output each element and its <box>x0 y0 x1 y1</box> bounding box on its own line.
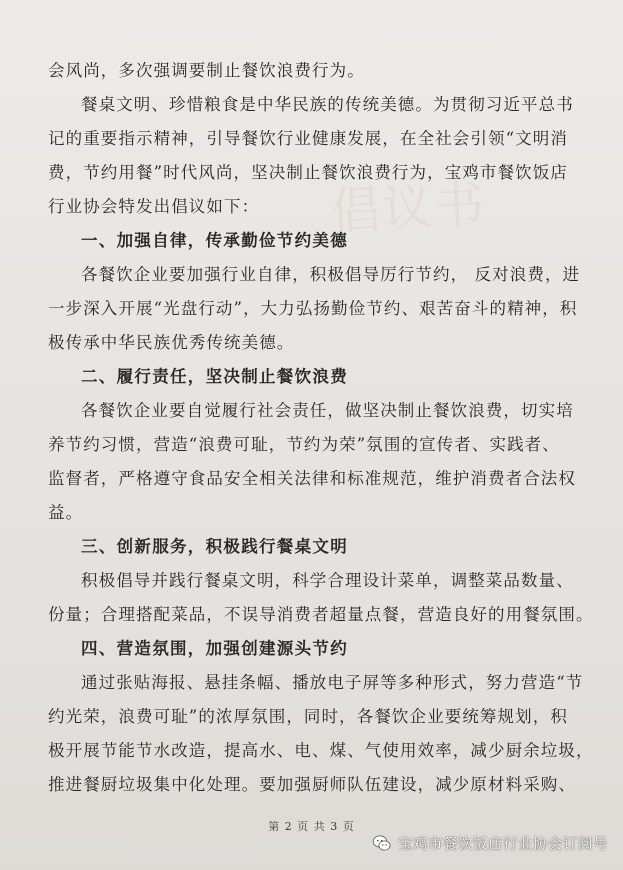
body-text-line: 益。 <box>48 503 84 522</box>
wechat-account-name: 宝鸡市餐饮饭店行业协会订阅号 <box>398 836 608 853</box>
section-heading: 三、创新服务，积极践行餐桌文明 <box>81 537 348 556</box>
wechat-watermark <box>372 830 608 856</box>
body-text-line: 一步深入开展“光盘行动”，大力弘扬勤俭节约、艰苦奋斗的精神，积 <box>48 299 578 318</box>
body-text-line: 积极倡导并践行餐桌文明，科学合理设计菜单，调整菜品数量、 <box>81 571 574 590</box>
body-text-line: 各餐饮企业要自觉履行社会责任，做坚决制止餐饮浪费，切实培 <box>81 401 574 420</box>
body-text-line: 约光荣，浪费可耻”的浓厚氛围，同时，各餐饮企业要统筹规划，积 <box>48 707 568 726</box>
body-text-line: 监督者，严格遵守食品安全相关法律和标准规范，维护消费者合法权 <box>48 469 576 488</box>
body-text-line: 养节约习惯，营造“浪费可耻，节约为荣”氛围的宣传者、实践者、 <box>48 435 560 454</box>
body-text-line: 会风尚，多次强调要制止餐饮浪费行为。 <box>48 61 365 80</box>
section-heading: 二、履行责任，坚决制止餐饮浪费 <box>81 367 348 386</box>
stamp-ghost-text: 倡议书 <box>328 174 488 242</box>
wechat-icon <box>372 833 392 853</box>
body-text-line: 行业协会特发出倡议如下： <box>48 197 260 216</box>
body-text-line: 推进餐厨垃圾集中化处理。要加强厨师队伍建设，减少原材料采购、 <box>48 775 576 794</box>
body-text-line: 费，节约用餐”时代风尚，坚决制止餐饮浪费行为，宝鸡市餐饮饭店 <box>48 163 568 182</box>
body-text-line: 份量；合理搭配菜品，不误导消费者超量点餐，营造良好的用餐氛围。 <box>48 605 594 624</box>
body-text-line: 餐桌文明、珍惜粮食是中华民族的传统美德。为贯彻习近平总书 <box>81 95 574 114</box>
section-heading: 四、营造氛围，加强创建源头节约 <box>81 639 348 658</box>
body-text-line: 通过张贴海报、悬挂条幅、播放电子屏等多种形式，努力营造“节 <box>81 673 584 692</box>
body-text-line: 各餐饮企业要加强行业自律，积极倡导厉行节约， 反对浪费，进 <box>81 265 581 284</box>
body-text-line: 极开展节能节水改造，提高水、电、煤、气使用效率，减少厨余垃圾， <box>48 741 594 760</box>
section-heading: 一、加强自律，传承勤俭节约美德 <box>81 231 348 250</box>
body-text-line: 极传承中华民族优秀传统美德。 <box>48 333 295 352</box>
body-text-line: 记的重要指示精神，引导餐饮行业健康发展，在全社会引领“文明消 <box>48 129 568 148</box>
page-footer: 第 2 页 共 3 页 <box>268 820 355 833</box>
document-body <box>48 54 594 802</box>
